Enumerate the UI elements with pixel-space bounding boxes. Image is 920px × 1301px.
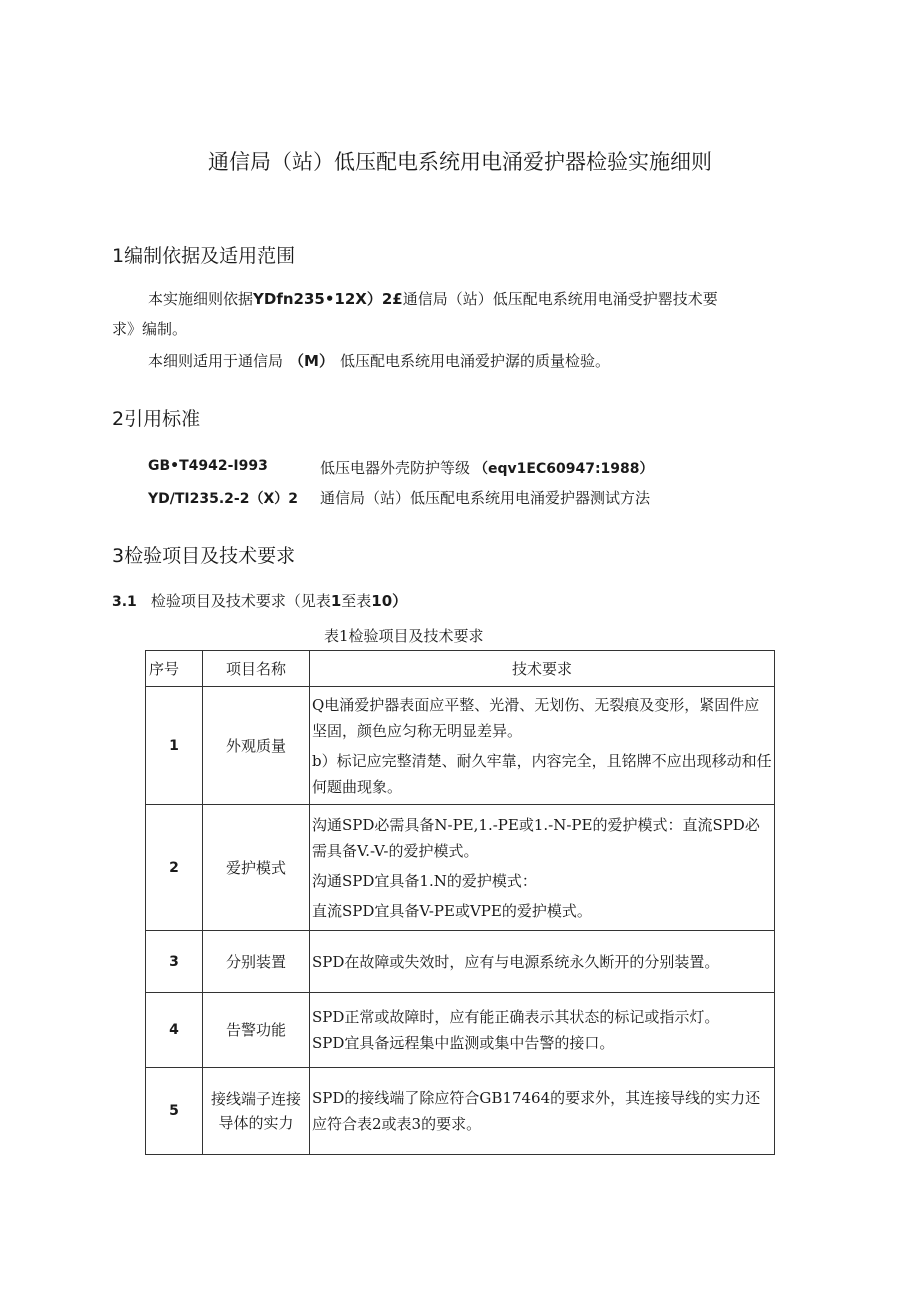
section-2-heading: 2引用标准 bbox=[112, 408, 201, 430]
row-requirement bbox=[310, 805, 775, 931]
section-1-para-1-line-2: 求》编制。 bbox=[112, 320, 188, 338]
requirement-line: SPD的接线端了除应符合GB17464的要求外，其连接导线的实力还应符合表2或表3的要求。 bbox=[312, 1089, 761, 1133]
row-item-name: 告警功能 bbox=[203, 993, 310, 1068]
requirement-line: SPD在故障或失效时，应有与电源系统永久断开的分别装置。 bbox=[312, 952, 720, 971]
para-text: 低压配电系统用电涌爱护潺的质量检验。 bbox=[339, 352, 610, 370]
row-number: 5 bbox=[146, 1068, 203, 1155]
standard-code: YDfn235•12X）2£ bbox=[253, 290, 403, 308]
requirement-line: 直流SPD宜具备V-PE或VPE的爱护模式。 bbox=[312, 901, 592, 920]
table-row bbox=[146, 805, 775, 931]
reference-desc-1 bbox=[320, 457, 654, 478]
para-text: 本细则适用于通信局 bbox=[148, 352, 284, 370]
table-header-row bbox=[146, 651, 775, 687]
subsection-3-1 bbox=[112, 590, 407, 611]
bracket-code: （M） bbox=[289, 352, 334, 370]
table-caption: 表1检验项目及技术要求 bbox=[324, 627, 484, 645]
section-1-heading: 1编制依据及适用范围 bbox=[112, 245, 296, 267]
row-number: 4 bbox=[146, 993, 203, 1068]
row-number: 2 bbox=[146, 805, 203, 931]
section-1-para-1-line-1 bbox=[148, 288, 718, 309]
table-row bbox=[146, 1068, 775, 1155]
table-ref: 10） bbox=[371, 592, 408, 610]
ref-title: 低压电器外壳防护等级 bbox=[320, 459, 471, 477]
requirement-line: SPD正常或故障时，应有能正确表示其状态的标记或指示灯。 bbox=[312, 1008, 720, 1026]
row-item-name: 外观质量 bbox=[203, 687, 310, 805]
para-text: 通信局（站）低压配电系统用电涌受护罂技术要 bbox=[402, 290, 718, 308]
row-item-name: 分别装置 bbox=[203, 931, 310, 993]
row-requirement bbox=[310, 687, 775, 805]
reference-desc-2: 通信局（站）低压配电系统用电涌爱护器测试方法 bbox=[320, 489, 651, 507]
row-item-name: 接线端子连接导体的实力 bbox=[203, 1068, 310, 1155]
requirement-line: b）标记应完整清楚、耐久牢靠，内容完全，且铭牌不应出现移动和任何题曲现象。 bbox=[312, 751, 772, 796]
row-item-name: 爱护模式 bbox=[203, 805, 310, 931]
header-item-name: 项目名称 bbox=[203, 651, 310, 687]
reference-code-1: GB•T4942-I993 bbox=[148, 458, 268, 474]
requirement-line: 沟通SPD宜具备1.N的爱护模式： bbox=[312, 871, 537, 890]
table-row bbox=[146, 993, 775, 1068]
reference-code-2: YD/TI235.2-2（X）2 bbox=[148, 491, 299, 507]
requirement-line: Q电涌爱护器表面应平整、光滑、无划伤、无裂痕及变形，紧固件应坚固，颜色应匀称无明显差异。 bbox=[312, 695, 760, 740]
row-number: 1 bbox=[146, 687, 203, 805]
table-ref: 1 bbox=[330, 592, 342, 610]
header-requirement: 技术要求 bbox=[310, 651, 775, 687]
section-3-heading: 3检验项目及技术要求 bbox=[112, 545, 296, 567]
requirements-table bbox=[145, 650, 775, 1155]
ref-equivalent: （eqv1EC60947:1988） bbox=[474, 461, 654, 477]
subsection-text: 至表 bbox=[341, 592, 372, 610]
subsection-text: 检验项目及技术要求（见表 bbox=[150, 592, 331, 610]
section-1-para-2 bbox=[148, 350, 610, 371]
table-row bbox=[146, 931, 775, 993]
document-title: 通信局（站）低压配电系统用电涌爱护器检验实施细则 bbox=[208, 150, 712, 174]
requirement-line: SPD宜具备远程集中监测或集中告警的接口。 bbox=[312, 1034, 615, 1052]
row-requirement bbox=[310, 931, 775, 993]
requirement-line: 沟通SPD必需具备N-PE,1.-PE或1.-N-PE的爱护模式：直流SPD必需具备V.-V-的爱护模式。 bbox=[312, 815, 760, 860]
row-requirement bbox=[310, 1068, 775, 1155]
row-requirement bbox=[310, 993, 775, 1068]
para-text: 本实施细则依据 bbox=[148, 290, 254, 308]
subsection-number: 3.1 bbox=[112, 594, 137, 610]
row-number: 3 bbox=[146, 931, 203, 993]
table-row bbox=[146, 687, 775, 805]
header-serial: 序号 bbox=[146, 651, 203, 687]
